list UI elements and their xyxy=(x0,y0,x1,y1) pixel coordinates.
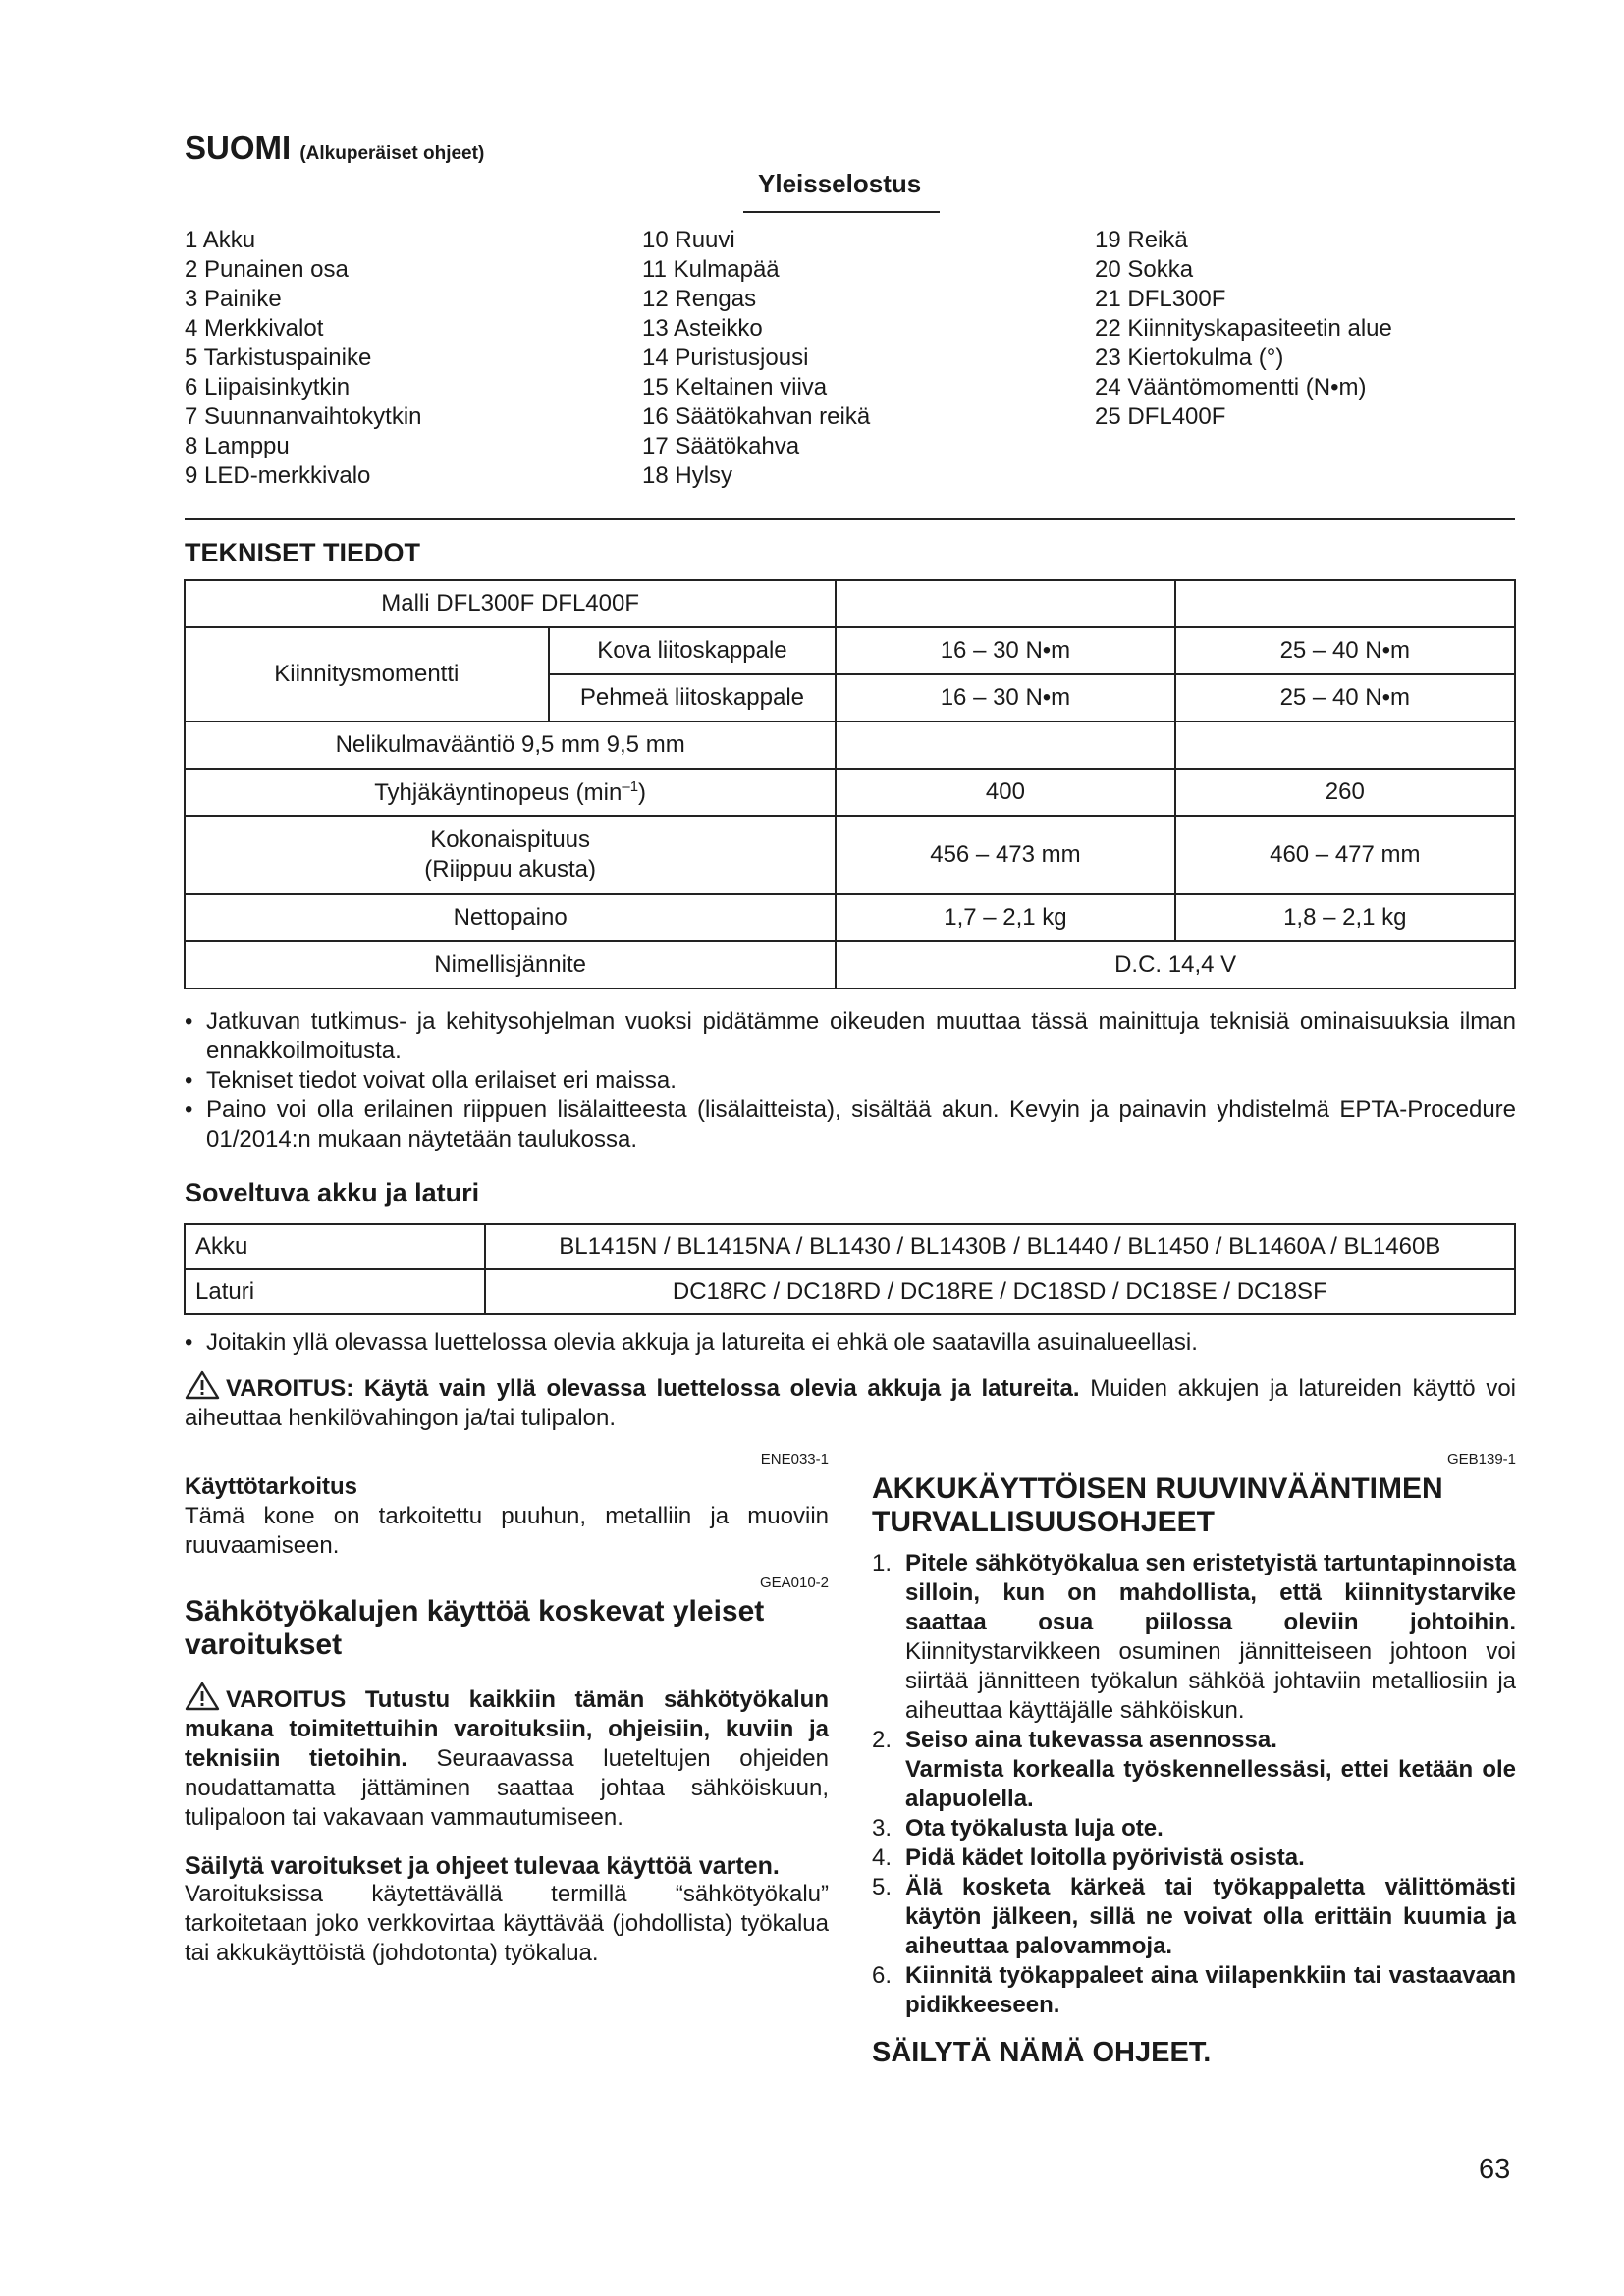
bullet-icon: • xyxy=(185,1067,193,1094)
part-item: 21 DFL300F xyxy=(1095,286,1226,312)
table-cell xyxy=(836,580,1174,627)
drive-row-label: Nelikulmavääntiö 9,5 mm 9,5 mm xyxy=(185,721,836,769)
battery-notes xyxy=(185,1328,1516,1358)
part-item: 8 Lamppu xyxy=(185,433,290,459)
spec-note-text: Jatkuvan tutkimus- ja kehitysohjelman vuoksi pidätämme oikeuden muuttaa tässä mainittuja teknisiä ominaisuuksia ilman ennakkoilmoitusta. xyxy=(206,1008,1516,1064)
spec-note-text: Tekniset tiedot voivat olla erilaiset eri maissa. xyxy=(206,1067,677,1094)
item-bold: Ota työkalusta luja ote. xyxy=(905,1815,1164,1842)
spec-note xyxy=(185,1095,1516,1154)
part-item: 11 Kulmapää xyxy=(642,256,780,283)
part-item: 16 Säätökahvan reikä xyxy=(642,403,871,430)
length-dfl400f: 460 – 477 mm xyxy=(1175,816,1515,894)
battery-warning xyxy=(185,1370,1516,1433)
item-bold-second: Varmista korkealla työskennellessäsi, ettei ketään ole alapuolella. xyxy=(905,1756,1516,1812)
length-label-line1: Kokonaispituus xyxy=(430,827,591,853)
safety-item xyxy=(872,1843,1516,1873)
part-item: 9 LED-merkkivalo xyxy=(185,462,371,489)
keep-warnings-text: Varoituksissa käytettävällä termillä “sähkötyökalu” tarkoitetaan joko verkkovirtaa käyttävää (johdollista) työkalua tai akkukäyttöistä (johdotonta) työkalua. xyxy=(185,1881,829,1966)
keep-warnings-title: Säilytä varoitukset ja ohjeet tulevaa käyttöä varten. xyxy=(185,1852,780,1880)
item-bold: Pidä kädet loitolla pyörivistä osista. xyxy=(905,1844,1305,1871)
weight-label: Nettopaino xyxy=(185,894,836,941)
table-cell xyxy=(1175,580,1515,627)
part-item: 5 Tarkistuspainike xyxy=(185,345,372,371)
right-column xyxy=(872,1472,1516,2069)
soft-joint-dfl400f: 25 – 40 N•m xyxy=(1175,674,1515,721)
hard-joint-label: Kova liitoskappale xyxy=(549,627,837,674)
safety-item xyxy=(872,1726,1516,1814)
parts-column-3 xyxy=(1095,226,1392,432)
part-item: 14 Puristusjousi xyxy=(642,345,809,371)
speed-label-close: ) xyxy=(638,778,647,806)
item-bold: Kiinnitä työkappaleet aina viilapenkkiin tai vastaavaan pidikkeeseen. xyxy=(905,1962,1516,2018)
safety-item xyxy=(872,1961,1516,2020)
item-number: 2. xyxy=(872,1727,893,1753)
general-warning-bold: VAROITUS Tutustu kaikkiin tämän sähkötyökalun mukana toimitettuihin varoituksiin, ohjeisiin, kuviin ja teknisiin tietoihin. xyxy=(185,1686,829,1772)
speed-label-text: Tyhjäkäyntinopeus (min xyxy=(374,778,623,806)
overview-title: Yleisselostus xyxy=(758,169,922,198)
safety-item xyxy=(872,1873,1516,1961)
length-label xyxy=(185,816,836,894)
speed-label xyxy=(185,769,836,816)
battery-note xyxy=(185,1328,1516,1358)
doc-code: GEA010-2 xyxy=(759,1575,829,1591)
purpose-title: Käyttötarkoitus xyxy=(185,1473,358,1500)
length-label-line2: (Riippuu akusta) xyxy=(424,856,596,882)
section-divider xyxy=(185,518,1515,520)
part-item: 6 Liipaisinkytkin xyxy=(185,374,351,400)
table-cell xyxy=(836,721,1174,769)
page-number: 63 xyxy=(1479,2154,1511,2185)
laturi-value: DC18RC / DC18RD / DC18RE / DC18SD / DC18SE / DC18SF xyxy=(485,1269,1515,1314)
akku-label: Akku xyxy=(185,1224,485,1269)
battery-title: Soveltuva akku ja laturi xyxy=(185,1178,480,1207)
spec-note xyxy=(185,1066,1516,1095)
battery-warning-text: Muiden akkujen ja latureiden käyttö voi aiheuttaa henkilövahingon ja/tai tulipalon. xyxy=(185,1375,1517,1431)
purpose-text: Tämä kone on tarkoitettu puuhun, metalliin ja muoviin ruuvaamiseen. xyxy=(185,1503,829,1559)
overview-underline xyxy=(743,211,940,213)
voltage-value: D.C. 14,4 V xyxy=(836,941,1515,988)
general-warnings-title: Sähkötyökalujen käyttöä koskevat yleiset varoitukset xyxy=(185,1595,765,1661)
speed-dfl300f: 400 xyxy=(836,769,1174,816)
item-number: 3. xyxy=(872,1815,893,1842)
part-item: 4 Merkkivalot xyxy=(185,315,324,342)
warning-icon xyxy=(185,1370,220,1400)
item-number: 5. xyxy=(872,1874,893,1900)
safety-item xyxy=(872,1814,1516,1843)
general-warning-text: Seuraavassa lueteltujen ohjeiden noudattamatta jättäminen saattaa johtaa sähköiskuun, tulipaloon tai vakavaan vammautumiseen. xyxy=(185,1745,829,1831)
item-number: 4. xyxy=(872,1844,893,1871)
doc-code: ENE033-1 xyxy=(760,1451,829,1468)
battery-warning-bold: VAROITUS: Käytä vain yllä olevassa luettelossa olevia akkuja ja latureita. xyxy=(226,1375,1080,1402)
spec-notes xyxy=(185,1007,1516,1154)
parts-column-1 xyxy=(185,226,422,491)
soft-joint-dfl300f: 16 – 30 N•m xyxy=(836,674,1174,721)
weight-dfl400f: 1,8 – 2,1 kg xyxy=(1175,894,1515,941)
parts-column-2 xyxy=(642,226,870,491)
battery-table xyxy=(184,1223,1516,1315)
item-bold: Seiso aina tukevassa asennossa. xyxy=(905,1727,1277,1753)
model-row-label: Malli DFL300F DFL400F xyxy=(185,580,836,627)
general-warning xyxy=(185,1682,829,1833)
part-item: 17 Säätökahva xyxy=(642,433,800,459)
battery-note-text: Joitakin yllä olevassa luettelossa olevia akkuja ja latureita ei ehkä ole saatavilla asuinalueellasi. xyxy=(206,1329,1198,1356)
laturi-label: Laturi xyxy=(185,1269,485,1314)
safety-list xyxy=(872,1549,1516,2020)
item-bold: Pitele sähkötyökalua sen eristetyistä tartuntapinnoista silloin, kun on mahdollista, että kiinnitystarvike saattaa osua piilossa oleviin johtoihin. xyxy=(905,1550,1516,1635)
item-number: 1. xyxy=(872,1550,893,1576)
part-item: 3 Painike xyxy=(185,286,282,312)
safety-title: AKKUKÄYTTÖISEN RUUVINVÄÄNTIMEN TURVALLISUUSOHJEET xyxy=(872,1472,1443,1538)
warning-icon xyxy=(185,1682,220,1711)
length-dfl300f: 456 – 473 mm xyxy=(836,816,1174,894)
save-instructions: SÄILYTÄ NÄMÄ OHJEET. xyxy=(872,2037,1212,2068)
part-item: 15 Keltainen viiva xyxy=(642,374,828,400)
doc-code: GEB139-1 xyxy=(1446,1451,1516,1468)
language-label: SUOMI xyxy=(185,130,292,166)
part-item: 19 Reikä xyxy=(1095,227,1188,253)
part-item: 25 DFL400F xyxy=(1095,403,1226,430)
safety-item xyxy=(872,1549,1516,1726)
speed-unit-exponent: –1 xyxy=(622,777,639,795)
specs-table xyxy=(184,579,1516,989)
item-bold: Älä kosketa kärkeä tai työkappaletta välittömästi käytön jälkeen, sillä ne voivat olla erittäin kuumia ja aiheuttaa palovammoja. xyxy=(905,1874,1516,1959)
part-item: 13 Asteikko xyxy=(642,315,763,342)
part-item: 22 Kiinnityskapasiteetin alue xyxy=(1095,315,1392,342)
bullet-icon: • xyxy=(185,1008,193,1035)
speed-dfl400f: 260 xyxy=(1175,769,1515,816)
part-item: 23 Kiertokulma (°) xyxy=(1095,345,1284,371)
torque-label: Kiinnitysmomentti xyxy=(185,627,549,721)
bullet-icon: • xyxy=(185,1329,193,1356)
part-item: 2 Punainen osa xyxy=(185,256,349,283)
part-item: 20 Sokka xyxy=(1095,256,1194,283)
voltage-label: Nimellisjännite xyxy=(185,941,836,988)
akku-value: BL1415N / BL1415NA / BL1430 / BL1430B / BL1440 / BL1450 / BL1460A / BL1460B xyxy=(485,1224,1515,1269)
table-cell xyxy=(1175,721,1515,769)
bullet-icon: • xyxy=(185,1096,193,1123)
soft-joint-label: Pehmeä liitoskappale xyxy=(549,674,837,721)
part-item: 1 Akku xyxy=(185,227,256,253)
weight-dfl300f: 1,7 – 2,1 kg xyxy=(836,894,1174,941)
specs-title: TEKNISET TIEDOT xyxy=(185,538,421,567)
part-item: 7 Suunnanvaihtokytkin xyxy=(185,403,422,430)
spec-note-text: Paino voi olla erilainen riippuen lisälaitteesta (lisälaitteista), sisältää akun. Kevyin ja painavin yhdistelmä EPTA-Procedure 01/2014:n mukaan näytetään taulukossa. xyxy=(206,1096,1516,1152)
section-language-title xyxy=(185,130,484,167)
part-item: 12 Rengas xyxy=(642,286,757,312)
hard-joint-dfl300f: 16 – 30 N•m xyxy=(836,627,1174,674)
part-item: 24 Vääntömomentti (N•m) xyxy=(1095,374,1367,400)
item-number: 6. xyxy=(872,1962,893,1989)
spec-note xyxy=(185,1007,1516,1066)
item-text: Kiinnitystarvikkeen osuminen jännitteiseen johtoon voi siirtää jännitteen työkalun sähköä johtaviin metalliosiin ja aiheuttaa käyttäjälle sähköiskun. xyxy=(905,1638,1516,1724)
part-item: 10 Ruuvi xyxy=(642,227,735,253)
hard-joint-dfl400f: 25 – 40 N•m xyxy=(1175,627,1515,674)
left-column xyxy=(185,1472,829,1968)
language-note: (Alkuperäiset ohjeet) xyxy=(299,143,485,164)
part-item: 18 Hylsy xyxy=(642,462,733,489)
